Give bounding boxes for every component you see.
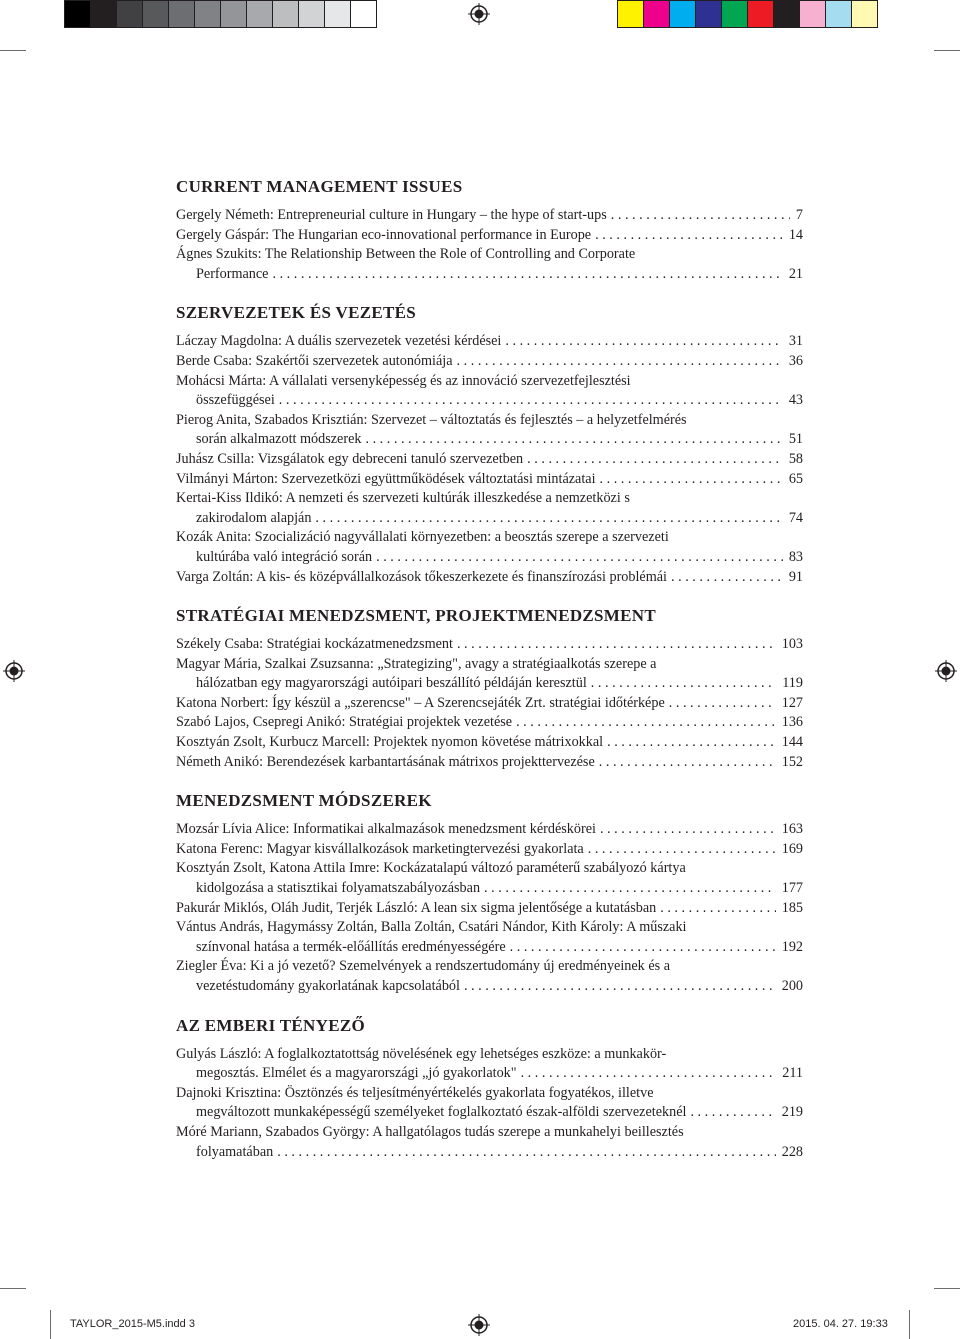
toc-entry[interactable]	[176, 528, 803, 567]
toc-entry-list	[176, 332, 803, 587]
dot-leader	[587, 674, 776, 694]
page-number: 91	[788, 568, 803, 585]
page-number: 65	[788, 470, 803, 487]
entry-text: Mozsár Lívia Alice: Informatikai alkalmazások menedzsment kérdéskörei	[176, 821, 596, 838]
dot-leader	[480, 879, 776, 899]
crop-mark	[0, 1288, 26, 1289]
dot-leader	[506, 938, 776, 958]
toc-entry-list	[176, 635, 803, 772]
entry-text: Katona Ferenc: Magyar kisvállalkozások marketingtervezési gyakorlata	[176, 840, 584, 857]
crop-mark	[909, 1310, 910, 1339]
page-number: 163	[781, 821, 803, 838]
entry-text: Németh Anikó: Berendezések karbantartásának mátrixos projekttervezése	[176, 753, 595, 770]
toc-entry[interactable]	[176, 411, 803, 450]
entry-text: Varga Zoltán: A kis- és középvállalkozások tőkeszerkezete és finanszírozási problémái	[176, 568, 667, 585]
color-swatch	[774, 0, 800, 28]
toc-entry[interactable]	[176, 753, 803, 773]
color-swatch	[325, 0, 351, 28]
dot-leader	[667, 568, 783, 588]
dot-leader	[460, 977, 776, 997]
entry-text: Ziegler Éva: Ki a jó vezető? Szemelvények a rendszertudomány új eredményeinek és a	[176, 958, 670, 975]
page-number: 119	[782, 675, 803, 692]
page-number: 177	[781, 880, 803, 897]
toc-entry[interactable]	[176, 332, 803, 352]
crop-mark	[0, 50, 26, 51]
page-number: 83	[788, 548, 803, 565]
page-number: 169	[781, 840, 803, 857]
toc-entry[interactable]	[176, 1084, 803, 1123]
entry-text: vezetéstudomány gyakorlatának kapcsolatából	[196, 978, 460, 994]
toc-entry[interactable]	[176, 372, 803, 411]
entry-text: megváltozott munkaképességű személyeket foglalkoztató észak-alföldi szervezeteknél	[196, 1104, 687, 1121]
color-swatch	[617, 0, 644, 28]
entry-text: Gergely Németh: Entrepreneurial culture in Hungary – the hype of start-ups	[176, 207, 607, 223]
color-calibration-bar	[617, 0, 878, 28]
dot-leader	[656, 899, 775, 919]
color-swatch	[169, 0, 195, 28]
color-swatch	[748, 0, 774, 28]
page-number: 228	[781, 1143, 803, 1160]
toc-entry[interactable]	[176, 352, 803, 372]
color-swatch	[852, 0, 878, 28]
entry-text: Magyar Mária, Szalkai Zsuzsanna: „Strategizing", avagy a stratégiaalkotás szerepe a	[176, 655, 657, 672]
crop-mark	[934, 1288, 960, 1289]
dot-leader	[512, 713, 776, 733]
entry-text: Katona Norbert: Így készül a „szerencse" – A Szerencsejáték Zrt. stratégiai időtérképe	[176, 694, 665, 711]
entry-text: Pakurár Miklós, Oláh Judit, Terjék László: A lean six sigma jelentősége a kutatásban	[176, 899, 657, 916]
dot-leader	[584, 840, 776, 860]
entry-text: Ágnes Szukits: The Relationship Between the Role of Controlling and Corporate	[176, 246, 636, 263]
footer-date: 2015. 04. 27. 19:33	[793, 1318, 888, 1330]
page-number: 21	[788, 265, 803, 282]
page-number: 127	[781, 694, 803, 711]
toc-entry[interactable]	[176, 226, 803, 246]
page-number: 192	[781, 938, 803, 955]
section-heading: STRATÉGIAI MENEDZSMENT, PROJEKTMENEDZSMENT	[176, 606, 657, 626]
entry-text: kidolgozása a statisztikai folyamatszabályozásban	[196, 880, 481, 897]
toc-entry[interactable]	[176, 1045, 803, 1084]
footer-file-name: TAYLOR_2015-M5.indd 3	[70, 1318, 195, 1330]
toc-entry[interactable]	[176, 713, 803, 733]
toc-entry[interactable]	[176, 957, 803, 996]
toc-entry[interactable]	[176, 694, 803, 714]
entry-text: színvonal hatása a termék-előállítás eredményességére	[196, 938, 506, 955]
dot-leader	[311, 509, 782, 529]
entry-text: során alkalmazott módszerek	[196, 431, 362, 448]
entry-text: Performance	[196, 265, 269, 282]
page-number: 200	[781, 978, 803, 994]
dot-leader	[372, 548, 783, 568]
dot-leader	[523, 450, 783, 470]
entry-text: Berde Csaba: Szakértői szervezetek autonómiája	[176, 352, 453, 369]
entry-text: Pierog Anita, Szabados Krisztián: Szervezet – változtatás és fejlesztés – a helyzetfelmérés	[176, 411, 687, 428]
page-number: 36	[788, 352, 803, 369]
color-swatch	[247, 0, 273, 28]
toc-entry-list	[176, 206, 803, 284]
page-number: 31	[788, 333, 803, 350]
toc-entry[interactable]	[176, 820, 803, 840]
page-number: 7	[795, 207, 803, 223]
entry-text: Vántus András, Hagymássy Zoltán, Balla Zoltán, Csatári Nándor, Kith Károly: A műszaki	[176, 919, 687, 936]
entry-text: Kosztyán Zsolt, Kurbucz Marcell: Projektek nyomon követése mátrixokkal	[176, 734, 604, 751]
entry-text: megosztás. Elmélet és a magyarországi „jó gyakorlatok"	[196, 1065, 517, 1082]
page-number: 58	[788, 450, 803, 467]
toc-entry[interactable]	[176, 450, 803, 470]
entry-text: kultúrába való integráció során	[196, 548, 373, 565]
color-swatch	[221, 0, 247, 28]
page-number: 14	[788, 226, 803, 243]
color-swatch	[195, 0, 221, 28]
toc-entry[interactable]	[176, 568, 803, 588]
entry-text: hálózatban egy magyarországi autóipari beszállító példáján keresztül	[196, 675, 587, 692]
dot-leader	[361, 430, 782, 450]
dot-leader	[273, 1143, 776, 1163]
toc-entry[interactable]	[176, 655, 803, 694]
dot-leader	[596, 470, 783, 490]
entry-text: Gergely Gáspár: The Hungarian eco-innovational performance in Europe	[176, 226, 592, 243]
toc-entry[interactable]	[176, 733, 803, 753]
toc-entry[interactable]	[176, 470, 803, 490]
color-swatch	[826, 0, 852, 28]
dot-leader	[665, 694, 776, 714]
entry-text: Vilmányi Márton: Szervezetközi együttműködések változtatási mintázatai	[176, 470, 596, 487]
registration-mark-icon	[468, 1314, 490, 1336]
dot-leader	[591, 226, 783, 246]
toc-entry-list	[176, 820, 803, 996]
entry-text: folyamatában	[196, 1143, 274, 1160]
registration-mark-icon	[468, 3, 490, 25]
section-heading: AZ EMBERI TÉNYEZŐ	[176, 1015, 365, 1035]
page-number: 103	[781, 636, 803, 653]
entry-text: Szabó Lajos, Csepregi Anikó: Stratégiai projektek vezetése	[176, 714, 513, 731]
dot-leader	[607, 206, 790, 226]
toc-entry[interactable]	[176, 1123, 803, 1162]
section-heading: SZERVEZETEK ÉS VEZETÉS	[176, 303, 417, 323]
section-heading: CURRENT MANAGEMENT ISSUES	[176, 177, 463, 196]
page-number: 43	[788, 392, 803, 409]
page-number: 74	[788, 509, 803, 526]
dot-leader	[501, 332, 782, 352]
toc-entry[interactable]	[176, 899, 803, 919]
entry-text: Móré Mariann, Szabados György: A hallgatólagos tudás szerepe a munkahelyi beillesztés	[176, 1123, 684, 1140]
color-swatch	[670, 0, 696, 28]
dot-leader	[517, 1064, 777, 1084]
entry-text: összefüggései	[196, 392, 275, 409]
color-swatch	[800, 0, 826, 28]
dot-leader	[596, 820, 776, 840]
page-number: 152	[781, 753, 803, 770]
color-swatch	[696, 0, 722, 28]
page-number: 219	[781, 1104, 803, 1121]
dot-leader	[275, 391, 783, 411]
toc-entry[interactable]	[176, 245, 803, 284]
registration-mark-icon	[3, 660, 25, 682]
section-heading: MENEDZSMENT MÓDSZEREK	[176, 791, 432, 811]
toc-entry[interactable]	[176, 918, 803, 957]
page-number: 211	[782, 1065, 803, 1082]
toc-entry[interactable]	[176, 635, 803, 655]
toc-entry[interactable]	[176, 859, 803, 898]
color-swatch	[143, 0, 169, 28]
toc-entry[interactable]	[176, 489, 803, 528]
dot-leader	[595, 753, 776, 773]
entry-text: Kosztyán Zsolt, Katona Attila Imre: Kockázatalapú változó paraméterű szabályozó kártya	[176, 860, 686, 877]
entry-text: Kozák Anita: Szocializáció nagyvállalati környezetben: a beosztás szerepe a szervezeti	[176, 529, 669, 546]
gray-calibration-bar	[64, 0, 377, 28]
color-swatch	[351, 0, 377, 28]
dot-leader	[686, 1103, 775, 1123]
table-of-contents	[176, 176, 803, 1180]
dot-leader	[453, 635, 776, 655]
crop-mark	[50, 1310, 51, 1339]
page-number: 136	[781, 714, 803, 731]
entry-text: Mohácsi Márta: A vállalati versenyképesség és az innováció szervezetfejlesztési	[176, 372, 631, 389]
color-swatch	[299, 0, 325, 28]
entry-text: Gulyás László: A foglalkoztatottság növelésének egy lehetséges eszköze: a munkakör-	[176, 1045, 667, 1062]
entry-text: zakirodalom alapján	[196, 509, 312, 526]
color-swatch	[64, 0, 91, 28]
entry-text: Dajnoki Krisztina: Ösztönzés és teljesítményértékelés gyakorlata fogyatékos, illetve	[176, 1084, 654, 1101]
toc-entry-list	[176, 1045, 803, 1163]
color-swatch	[273, 0, 299, 28]
color-swatch	[117, 0, 143, 28]
entry-text: Juhász Csilla: Vizsgálatok egy debreceni tanuló szervezetben	[176, 450, 524, 467]
dot-leader	[603, 733, 776, 753]
crop-mark	[934, 50, 960, 51]
page-number: 144	[781, 734, 803, 751]
toc-entry[interactable]	[176, 840, 803, 860]
entry-text: Kertai-Kiss Ildikó: A nemzeti és szervezeti kultúrák illeszkedése a nemzetközi s	[176, 490, 630, 507]
dot-leader	[453, 352, 783, 372]
page-number: 51	[788, 431, 803, 448]
registration-mark-icon	[935, 660, 957, 682]
page-number: 185	[781, 899, 803, 916]
color-swatch	[722, 0, 748, 28]
toc-section	[176, 176, 803, 284]
toc-entry[interactable]	[176, 206, 803, 226]
entry-text: Székely Csaba: Stratégiai kockázatmenedzsment	[176, 636, 453, 653]
toc-section	[176, 790, 803, 996]
toc-section	[176, 605, 803, 772]
color-swatch	[91, 0, 117, 28]
toc-section	[176, 1015, 803, 1163]
dot-leader	[268, 265, 782, 285]
entry-text: Láczay Magdolna: A duális szervezetek vezetési kérdései	[176, 333, 502, 350]
toc-section	[176, 302, 803, 587]
color-swatch	[644, 0, 670, 28]
